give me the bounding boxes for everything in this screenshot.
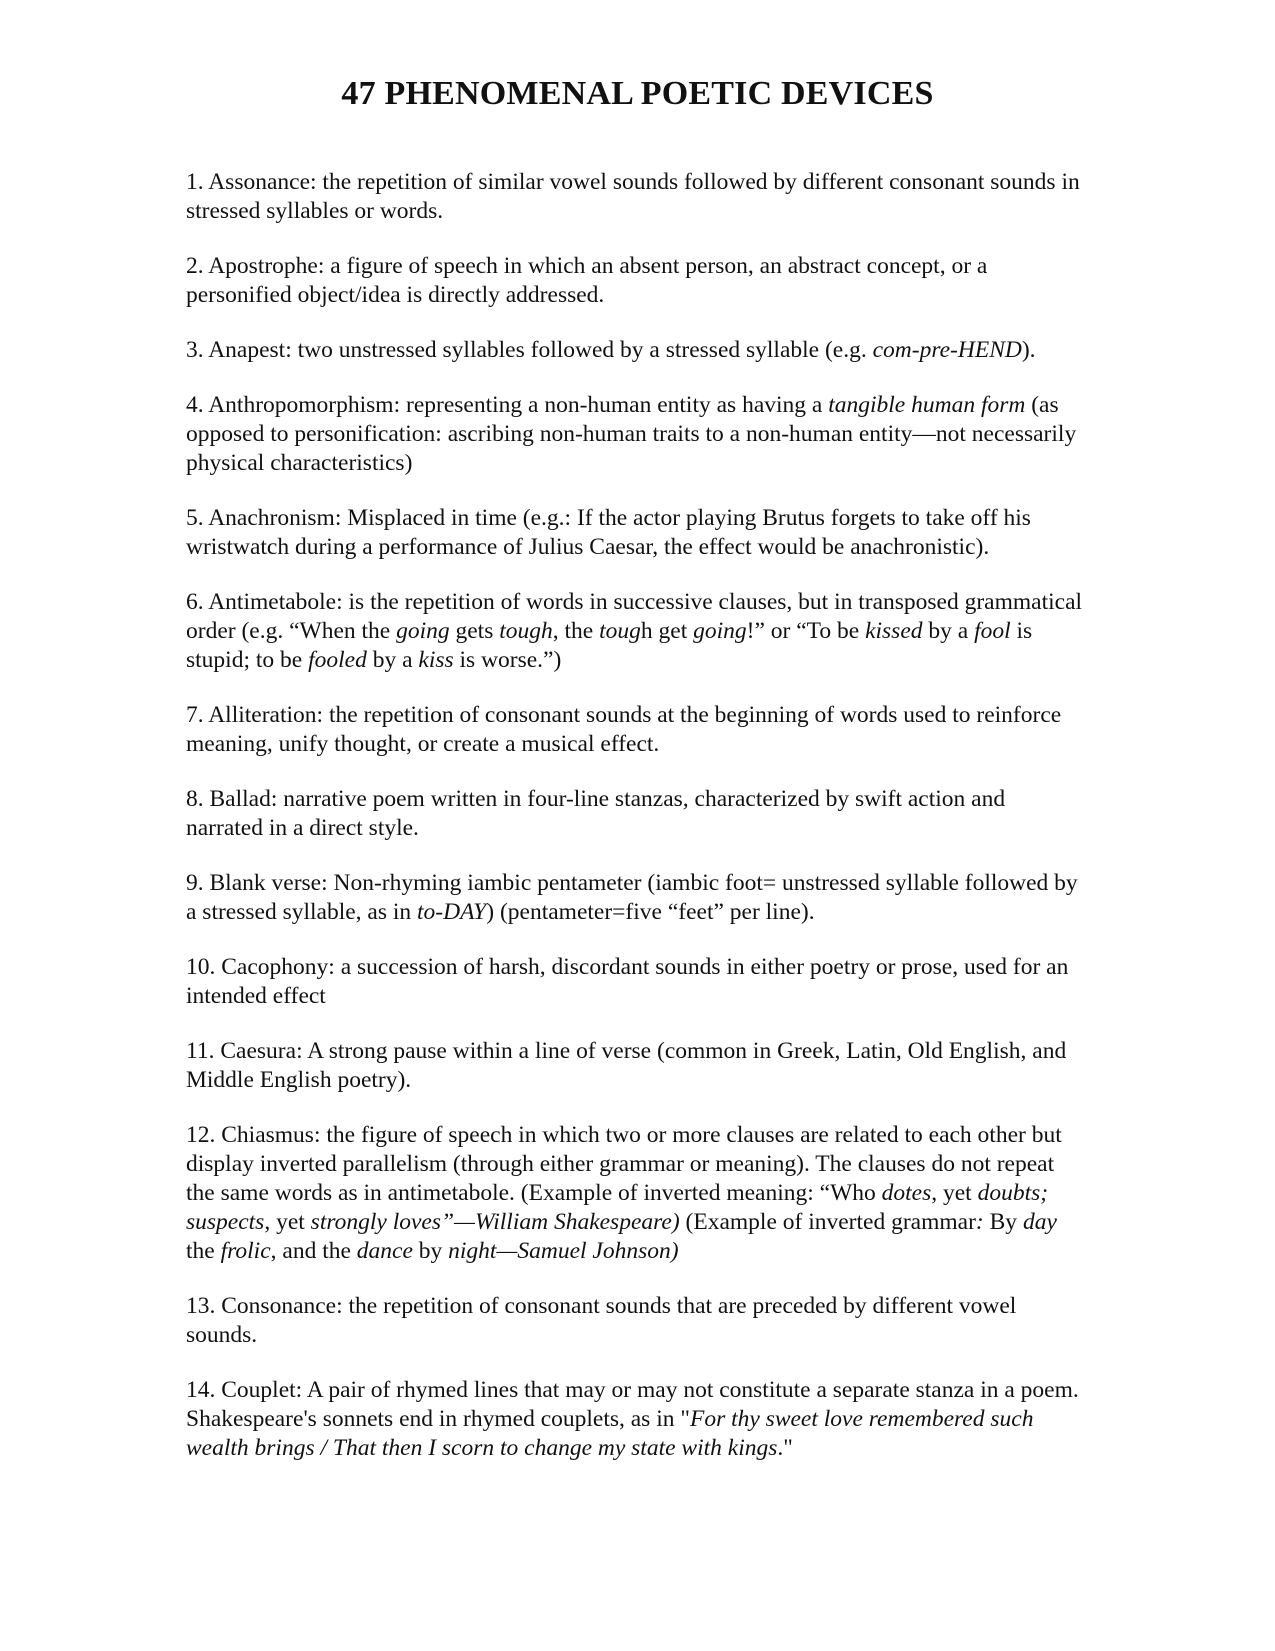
entry-text: By (983, 1209, 1023, 1235)
entry-italic-text: frolic (220, 1238, 271, 1264)
entry-text: by a (922, 618, 975, 644)
entry-italic-text: fooled (308, 647, 367, 673)
entry-italic-text: to-DAY (417, 899, 487, 925)
entry-text: (Example of inverted grammar (679, 1209, 976, 1235)
device-entry (186, 1121, 1086, 1266)
entry-text: 10. Cacophony: a succession of harsh, discordant sounds in either poetry or prose, used for an intended effect (186, 954, 1069, 1009)
entry-text: is worse.”) (453, 647, 562, 673)
entry-text: 9. Blank verse: Non-rhyming iambic pentameter (iambic foot= unstressed syllable followed by a stressed syllable, as in (186, 870, 1078, 925)
entry-italic-text: night—Samuel Johnson) (448, 1238, 679, 1264)
entry-text: , yet (931, 1180, 978, 1206)
entry-text: 14. Couplet: A pair of rhymed lines that may or may not constitute a separate stanza in a poem. Shakespeare's sonnets end in rhymed couplets, as in " (186, 1377, 1079, 1432)
entry-italic-text: doubts; suspects (186, 1180, 1049, 1235)
entry-italic-text: going (396, 618, 450, 644)
entry-text: 11. Caesura: A strong pause within a line of verse (common in Greek, Latin, Old English, and Middle English poetry). (186, 1038, 1067, 1093)
entry-italic-text: dotes (881, 1180, 932, 1206)
device-entry (186, 701, 1086, 759)
entry-italic-text: tough (499, 618, 553, 644)
entry-text: , the (552, 618, 600, 644)
entry-italic-text: tangible human form (828, 392, 1026, 418)
entry-text: the (186, 1238, 221, 1264)
device-entry (186, 1376, 1086, 1463)
entry-text: 4. Anthropomorphism: representing a non-human entity as having a (186, 392, 829, 418)
entry-italic-text: going (693, 618, 747, 644)
entry-text: 8. Ballad: narrative poem written in four-line stanzas, characterized by swift action and narrated in a direct style. (186, 786, 1006, 841)
entry-text: 12. Chiasmus: the figure of speech in which two or more clauses are related to each other but display inverted parallelism (through either grammar or meaning). The clauses do not repeat the same words as in antimetabole. (Example of inverted meaning: “Who (186, 1122, 1062, 1206)
entry-text: ) (pentameter=five “feet” per line). (486, 899, 815, 925)
device-entry (186, 1037, 1086, 1095)
entry-text: 13. Consonance: the repetition of consonant sounds that are preceded by different vowel sounds. (186, 1293, 1017, 1348)
entry-text: ." (777, 1435, 793, 1461)
entry-text: by a (366, 647, 419, 673)
entry-text: 6. Antimetabole: is the repetition of words in successive clauses, but in transposed grammatical order (e.g. “When the (186, 589, 1083, 644)
device-entry (186, 1292, 1086, 1350)
entry-italic-text: kiss (418, 647, 454, 673)
entry-text: gets (449, 618, 500, 644)
entry-text: h get (640, 618, 694, 644)
entry-italic-text: fool (974, 618, 1011, 644)
entry-text: 3. Anapest: two unstressed syllables followed by a stressed syllable (e.g. (186, 337, 873, 363)
entry-text: 7. Alliteration: the repetition of consonant sounds at the beginning of words used to reinforce meaning, unify thought, or create a musical effect. (186, 702, 1062, 757)
device-entry (186, 785, 1086, 843)
entry-text: !” or “To be (746, 618, 866, 644)
entry-italic-text: dance (356, 1238, 413, 1264)
entry-italic-text: kissed (865, 618, 923, 644)
document-title: 47 PHENOMENAL POETIC DEVICES (341, 75, 934, 112)
entry-text: , yet (264, 1209, 311, 1235)
entry-italic-text: : (975, 1209, 984, 1235)
entry-italic-text: For thy sweet love remembered such wealth brings / That then I scorn to change my state with kings (186, 1406, 1034, 1461)
entry-text: 1. Assonance: the repetition of similar vowel sounds followed by different consonant sounds in stressed syllables or words. (186, 169, 1080, 224)
entry-text: 2. Apostrophe: a figure of speech in which an absent person, an abstract concept, or a personified object/idea is directly addressed. (186, 253, 988, 308)
device-entry (186, 869, 1086, 927)
device-entry (186, 336, 1086, 365)
device-entry (186, 391, 1086, 478)
entry-italic-text: toug (599, 618, 641, 644)
device-entry (186, 252, 1086, 310)
entry-text: ). (1021, 337, 1036, 363)
entry-italic-text: com-pre-HEND (872, 337, 1022, 363)
device-entry (186, 504, 1086, 562)
entry-text: 5. Anachronism: Misplaced in time (e.g.: If the actor playing Brutus forgets to take off his wristwatch during a performance of Julius Caesar, the effect would be anachronistic). (186, 505, 1031, 560)
entry-text: (as opposed to personification: ascribing non-human traits to a non-human entity—not necessarily physical characteristics) (186, 392, 1077, 476)
device-list (186, 168, 1086, 1489)
entry-text: by (412, 1238, 449, 1264)
entry-italic-text: day (1022, 1209, 1057, 1235)
entry-italic-text: strongly loves”—William Shakespeare) (310, 1209, 680, 1235)
entry-text: , and the (270, 1238, 357, 1264)
entry-text: is stupid; to be (186, 618, 1033, 673)
device-entry (186, 168, 1086, 226)
device-entry (186, 588, 1086, 675)
device-entry (186, 953, 1086, 1011)
